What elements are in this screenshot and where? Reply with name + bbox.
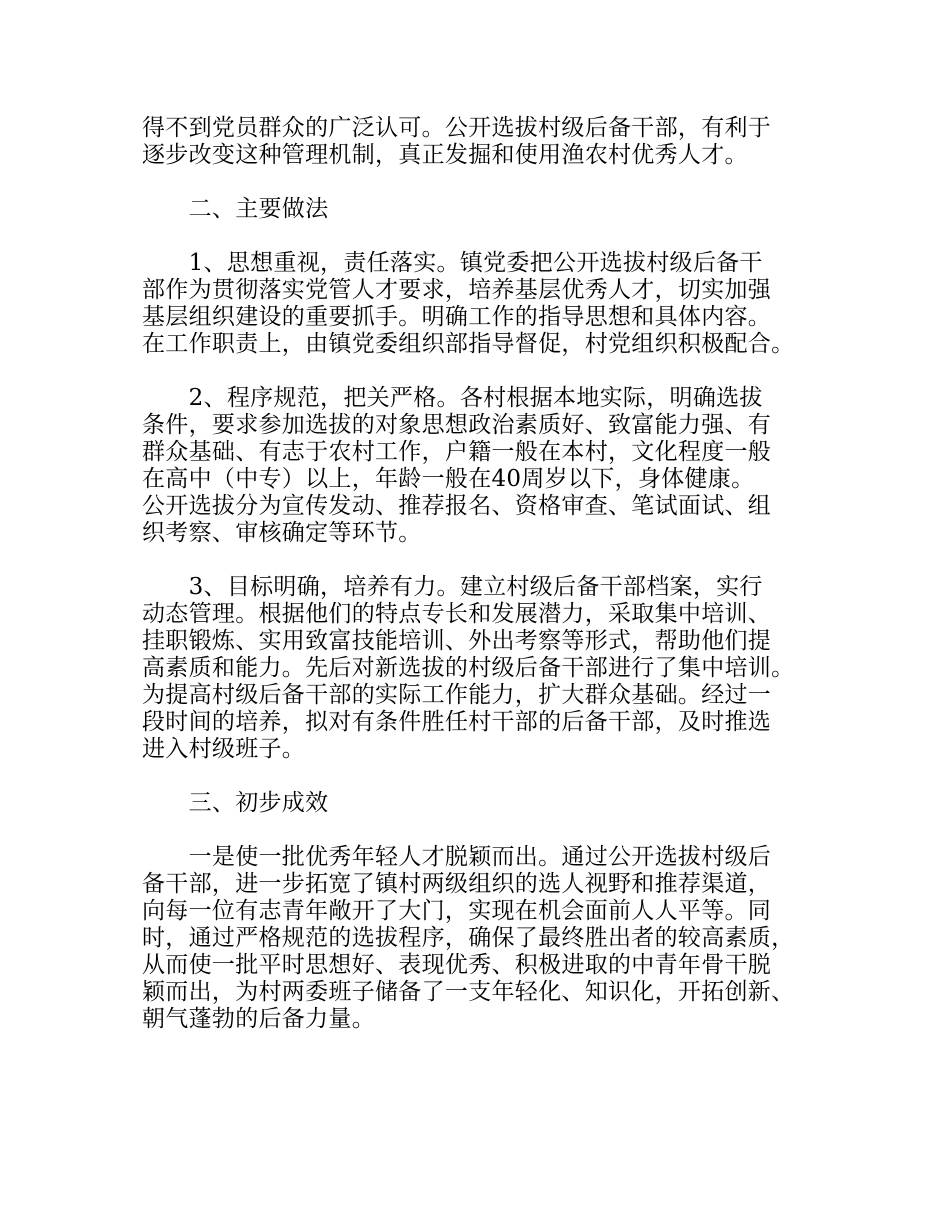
text-line: 在高中（中专）以上，年龄一般在40周岁以下，身体健康。 (142, 466, 755, 492)
text-line: 基层组织建设的重要抓手。明确工作的指导思想和具体内容。 (142, 304, 772, 330)
heading-line: 三、初步成效 (142, 790, 329, 816)
section-heading-main-practices (142, 196, 832, 223)
text-line: 进入村级班子。 (142, 736, 306, 762)
text-line: 2、程序规范，把关严格。各村根据本地实际，明确选拔 (142, 385, 763, 411)
text-line: 一是使一批优秀年轻人才脱颖而出。通过公开选拔村级后 (142, 844, 772, 870)
text-line: 部作为贯彻落实党管人才要求，培养基层优秀人才，切实加强 (142, 277, 772, 303)
text-line: 为提高村级后备干部的实际工作能力，扩大群众基础。经过一 (142, 682, 772, 708)
paragraph-result-1 (142, 844, 832, 1033)
text-line: 1、思想重视，责任落实。镇党委把公开选拔村级后备干 (142, 250, 763, 276)
text-line: 段时间的培养，拟对有条件胜任村干部的后备干部，及时推选 (142, 709, 772, 735)
text-line: 从而使一批平时思想好、表现优秀、积极进取的中青年骨干脱 (142, 952, 772, 978)
heading-line: 二、主要做法 (142, 196, 329, 222)
paragraph-intro-continuation (142, 115, 832, 169)
text-line: 向每一位有志青年敞开了大门，实现在机会面前人人平等。同 (142, 898, 772, 924)
section-heading-initial-results (142, 790, 832, 817)
text-line: 高素质和能力。先后对新选拔的村级后备干部进行了集中培训。 (142, 655, 795, 681)
text-line: 动态管理。根据他们的特点专长和发展潜力，采取集中培训、 (142, 601, 772, 627)
paragraph-point-3 (142, 574, 832, 763)
text-line: 得不到党员群众的广泛认可。公开选拔村级后备干部，有利于 (142, 115, 772, 141)
text-line: 条件，要求参加选拔的对象思想政治素质好、致富能力强、有 (142, 412, 772, 438)
text-line: 群众基础、有志于农村工作，户籍一般在本村，文化程度一般 (142, 439, 772, 465)
text-line: 颖而出，为村两委班子储备了一支年轻化、知识化，开拓创新、 (142, 979, 795, 1005)
text-line: 3、目标明确，培养有力。建立村级后备干部档案，实行 (142, 574, 763, 600)
paragraph-point-2 (142, 385, 832, 547)
text-line: 挂职锻炼、实用致富技能培训、外出考察等形式，帮助他们提 (142, 628, 772, 654)
text-line: 时，通过严格规范的选拔程序，确保了最终胜出者的较高素质， (142, 925, 795, 951)
text-line: 逐步改变这种管理机制，真正发掘和使用渔农村优秀人才。 (142, 142, 748, 168)
text-line: 备干部，进一步拓宽了镇村两级组织的选人视野和推荐渠道， (142, 871, 772, 897)
text-line: 公开选拔分为宣传发动、推荐报名、资格审查、笔试面试、组 (142, 493, 772, 519)
paragraph-point-1 (142, 250, 832, 358)
document-page (142, 115, 832, 1060)
text-line: 朝气蓬勃的后备力量。 (142, 1006, 375, 1032)
text-line: 在工作职责上，由镇党委组织部指导督促，村党组织积极配合。 (142, 331, 795, 357)
text-line: 织考察、审核确定等环节。 (142, 520, 422, 546)
